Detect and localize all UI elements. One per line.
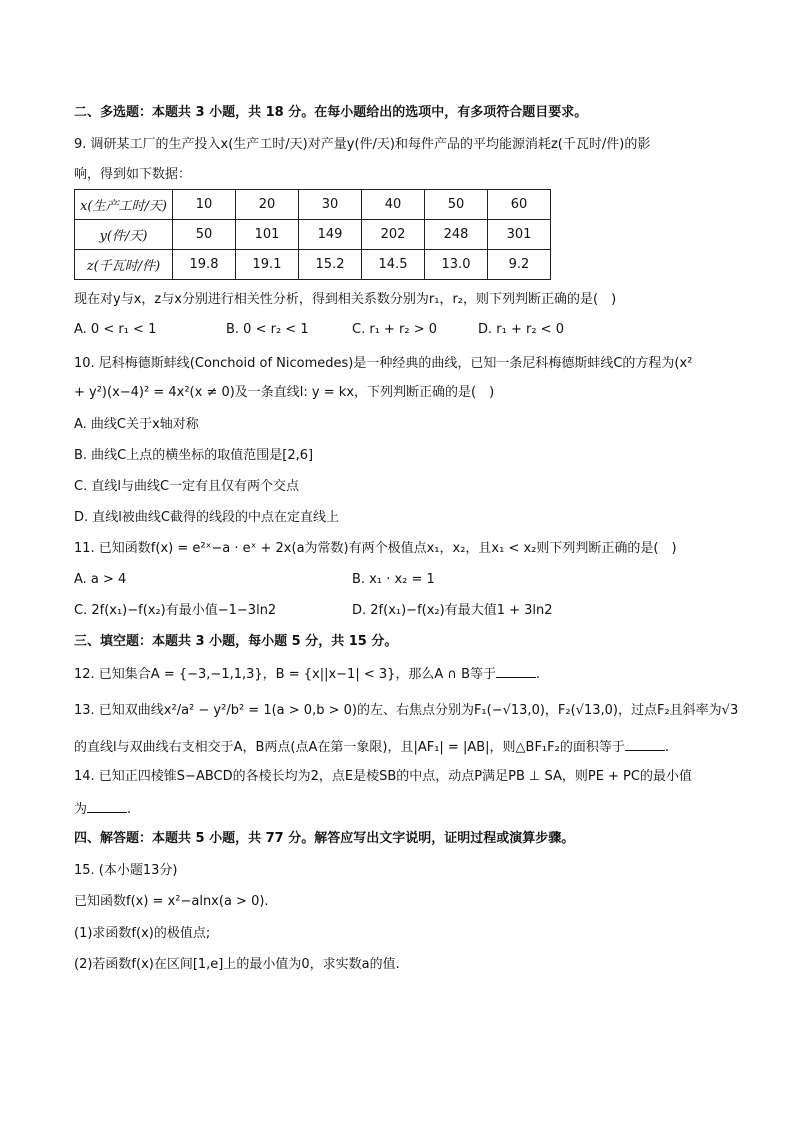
q14-text: 为 (74, 802, 88, 817)
q11-option-c: C. 2f(x₁)−f(x₂)有最小值−1−3ln2 (74, 603, 277, 618)
q9-table-cell: 50 (425, 190, 488, 220)
section-multi-choice-heading: 二、多选题：本题共 3 小题，共 18 分。在每小题给出的选项中，有多项符合题目要求。 (74, 105, 588, 120)
q9-option-d: D. r₁ + r₂ < 0 (478, 322, 564, 337)
q9-data-table (74, 189, 551, 280)
q9-table-cell: 202 (362, 220, 425, 250)
q9-table-cell: 149 (299, 220, 362, 250)
q11-stem: 11. 已知函数f(x) = e²ˣ−a · eˣ + 2x(a为常数)有两个极值点x₁，x₂，且x₁ < x₂则下列判断正确的是( ) (74, 541, 677, 556)
q9-table-row-label: y(件/天) (75, 220, 173, 250)
q9-table-cell: 9.2 (488, 250, 551, 280)
q10-option-c: C. 直线l与曲线C一定有且仅有两个交点 (74, 479, 300, 494)
q9-table-row-label: x(生产工时/天) (75, 190, 173, 220)
q9-question: 现在对y与x，z与x分别进行相关性分析，得到相关系数分别为r₁，r₂，则下列判断正确的是( ) (74, 292, 617, 307)
q11-option-d: D. 2f(x₁)−f(x₂)有最大值1 + 3ln2 (352, 603, 553, 618)
q9-table-row-label: z(千瓦时/件) (75, 250, 173, 280)
q15-part2: (2)若函数f(x)在区间[1,e]上的最小值为0，求实数a的值. (74, 957, 400, 972)
q9-option-c: C. r₁ + r₂ > 0 (352, 322, 438, 337)
q9-table-cell: 301 (488, 220, 551, 250)
q13-end: . (664, 740, 669, 755)
q9-table-cell: 15.2 (299, 250, 362, 280)
q14-answer-blank[interactable] (87, 799, 127, 813)
q9-table-row (75, 250, 551, 280)
q9-table-cell: 50 (173, 220, 236, 250)
q9-stem-line1: 9. 调研某工厂的生产投入x(生产工时/天)对产量y(件/天)和每件产品的平均能源消耗z(千瓦时/件)的影 (74, 137, 651, 152)
q9-table-cell: 101 (236, 220, 299, 250)
q10-option-b: B. 曲线C上点的横坐标的取值范围是[2,6] (74, 448, 314, 463)
q14-stem-line1: 14. 已知正四棱锥S−ABCD的各棱长均为2，点E是棱SB的中点，动点P满足PB ⊥ SA，则PE + PC的最小值 (74, 769, 692, 784)
q11-option-a: A. a > 4 (74, 572, 127, 587)
q12-line (74, 664, 540, 684)
q9-table-cell: 60 (488, 190, 551, 220)
q11-option-b: B. x₁ · x₂ = 1 (352, 572, 435, 587)
q9-table-cell: 40 (362, 190, 425, 220)
q9-table-cell: 19.1 (236, 250, 299, 280)
q9-option-a: A. 0 < r₁ < 1 (74, 322, 157, 337)
q12-text: 12. 已知集合A = {−3,−1,1,3}，B = {x||x−1| < 3}，那么A ∩ B等于 (74, 667, 496, 682)
q9-table-cell: 248 (425, 220, 488, 250)
q9-stem-line2: 响，得到如下数据： (74, 167, 192, 182)
q13-stem-line1: 13. 已知双曲线x²/a² − y²/b² = 1(a > 0,b > 0)的左、右焦点分别为F₁(−√13,0)，F₂(√13,0)，过点F₂且斜率为√3 (74, 703, 739, 718)
q14-line2 (74, 799, 131, 819)
q9-table-cell: 30 (299, 190, 362, 220)
q13-line2 (74, 737, 669, 757)
q9-table-row (75, 220, 551, 250)
q9-table-row (75, 190, 551, 220)
section-fill-blank-heading: 三、填空题：本题共 3 小题，每小题 5 分，共 15 分。 (74, 634, 398, 649)
q9-table-cell: 19.8 (173, 250, 236, 280)
q12-answer-blank[interactable] (496, 664, 536, 678)
q9-option-b: B. 0 < r₂ < 1 (226, 322, 309, 337)
q13-answer-blank[interactable] (625, 737, 665, 751)
q9-table-cell: 10 (173, 190, 236, 220)
q9-table-cell: 14.5 (362, 250, 425, 280)
q10-option-d: D. 直线l被曲线C截得的线段的中点在定直线上 (74, 510, 339, 525)
q15-title: 15. (本小题13分) (74, 863, 178, 878)
section-answer-heading: 四、解答题：本题共 5 小题，共 77 分。解答应写出文字说明，证明过程或演算步骤。 (74, 831, 575, 846)
q15-part1: (1)求函数f(x)的极值点; (74, 926, 211, 941)
q13-text: 的直线l与双曲线右支相交于A，B两点(点A在第一象限)，且|AF₁| = |AB|，则△BF₁F₂的面积等于 (74, 740, 625, 755)
q9-table-cell: 20 (236, 190, 299, 220)
q10-stem-line1: 10. 尼科梅德斯蚌线(Conchoid of Nicomedes)是一种经典的曲线，已知一条尼科梅德斯蚌线C的方程为(x² (74, 356, 693, 371)
q15-stem: 已知函数f(x) = x²−alnx(a > 0). (74, 894, 269, 909)
q12-end: . (536, 667, 541, 682)
q10-stem-line2: + y²)(x−4)² = 4x²(x ≠ 0)及一条直线l: y = kx，下列判断正确的是( ) (74, 385, 495, 400)
q9-table-cell: 13.0 (425, 250, 488, 280)
q14-end: . (127, 802, 132, 817)
q10-option-a: A. 曲线C关于x轴对称 (74, 417, 199, 432)
